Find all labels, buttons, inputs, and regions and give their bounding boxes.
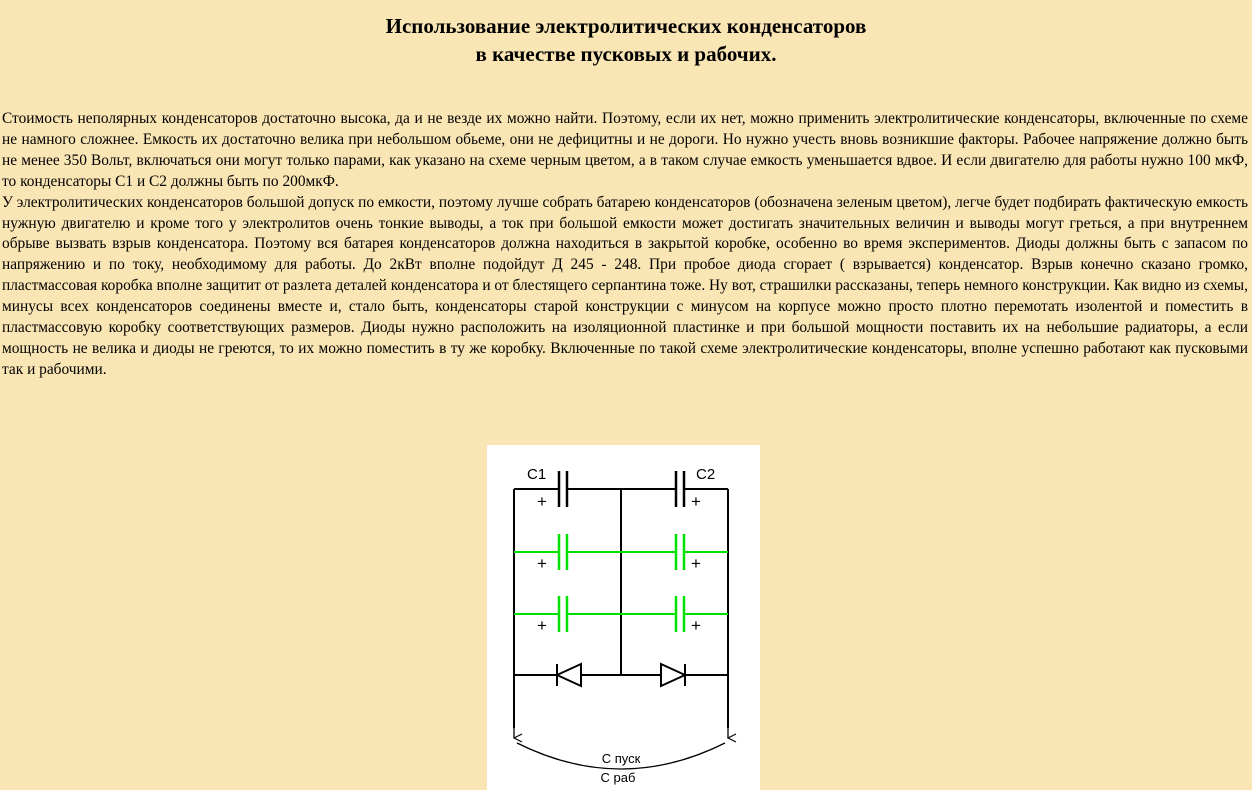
diode-left <box>557 664 581 686</box>
plus-c2: + <box>691 492 701 511</box>
plus-battery-2-right: + <box>691 616 701 635</box>
capacitor-c2 <box>676 471 684 507</box>
plus-battery-2-left: + <box>537 616 547 635</box>
capacitor-c1 <box>559 471 567 507</box>
plus-c1: + <box>537 492 547 511</box>
diode-right <box>661 664 685 686</box>
label-c2: C2 <box>696 466 716 483</box>
label-c1: C1 <box>527 466 547 483</box>
article-body <box>2 109 1248 381</box>
label-c-start: С пуск <box>601 751 641 766</box>
plus-battery-1-left: + <box>537 554 547 573</box>
page-title-line-1: Использование электролитических конденсаторов <box>385 14 867 38</box>
paragraph-intro: Стоимость неполярных конденсаторов достаточно высока, да и не везде их можно найти. Поэтому, если их нет, можно применить электролитические конденсаторы, включенные по схеме не намного сложнее. Емкость их достаточно велика при небольшом обьеме, они не дефицитны и не дороги. Но нужно учесть вновь возникшие факторы. Рабочее напряжение должно быть не менее 350 Вольт, включаться они могут только парами, как указано на схеме черным цветом, а в таком случае емкость уменьшается вдвое. И если двигателю для работы нужно 100 мкФ, то конденсаторы С1 и С2 должны быть по 200мкФ. <box>2 110 1248 190</box>
plus-battery-1-right: + <box>691 554 701 573</box>
label-c-run: С раб <box>600 770 636 785</box>
paragraph-details: У электролитических конденсаторов большой допуск по емкости, поэтому лучше собрать батарею конденсаторов (обозначена зеленым цветом), легче будет подбирать фактическую емкость нужную двигателю и кроме того у электролитов очень тонкие выводы, а ток при большой емкости может достигать значительных величин и выводы могут греться, а при внутреннем обрыве вызвать взрыв конденсатора. Поэтому вся батарея конденсаторов должна находиться в закрытой коробке, особенно во время экспериментов. Диоды должны быть с запасом по напряжению и по току, необходимому для работы. До 2кВт вполне подойдут Д 245 - 248. При пробое диода сгорает ( взрывается) конденсатор. Взрыв конечно сказано громко, пластмассовая коробка вполне защитит от разлета деталей конденсатора и от блестящего серпантина тоже. Ну вот, страшилки рассказаны, теперь немного конструкции. Как видно из схемы, минусы всех конденсаторов соединены вместе и, стало быть, конденсаторы старой конструкции с минусом на корпусе можно просто плотно перемотать изолентой и поместить в пластмассовую коробку соответствующих размеров. Диоды нужно расположить на изоляционной пластинке и при большой мощности поставить их на небольшие радиаторы, а если мощность не велика и диоды не греются, то их можно поместить в ту же коробку. Включенные по такой схеме электролитические конденсаторы, вполне успешно работают как пусковыми так и рабочими. <box>2 193 1248 378</box>
page-title-line-2: в качестве пусковых и рабочих. <box>475 42 777 66</box>
circuit-diagram-svg <box>487 445 760 790</box>
circuit-diagram <box>487 445 760 790</box>
page-title <box>0 12 1252 68</box>
circuit-wires <box>514 489 728 728</box>
